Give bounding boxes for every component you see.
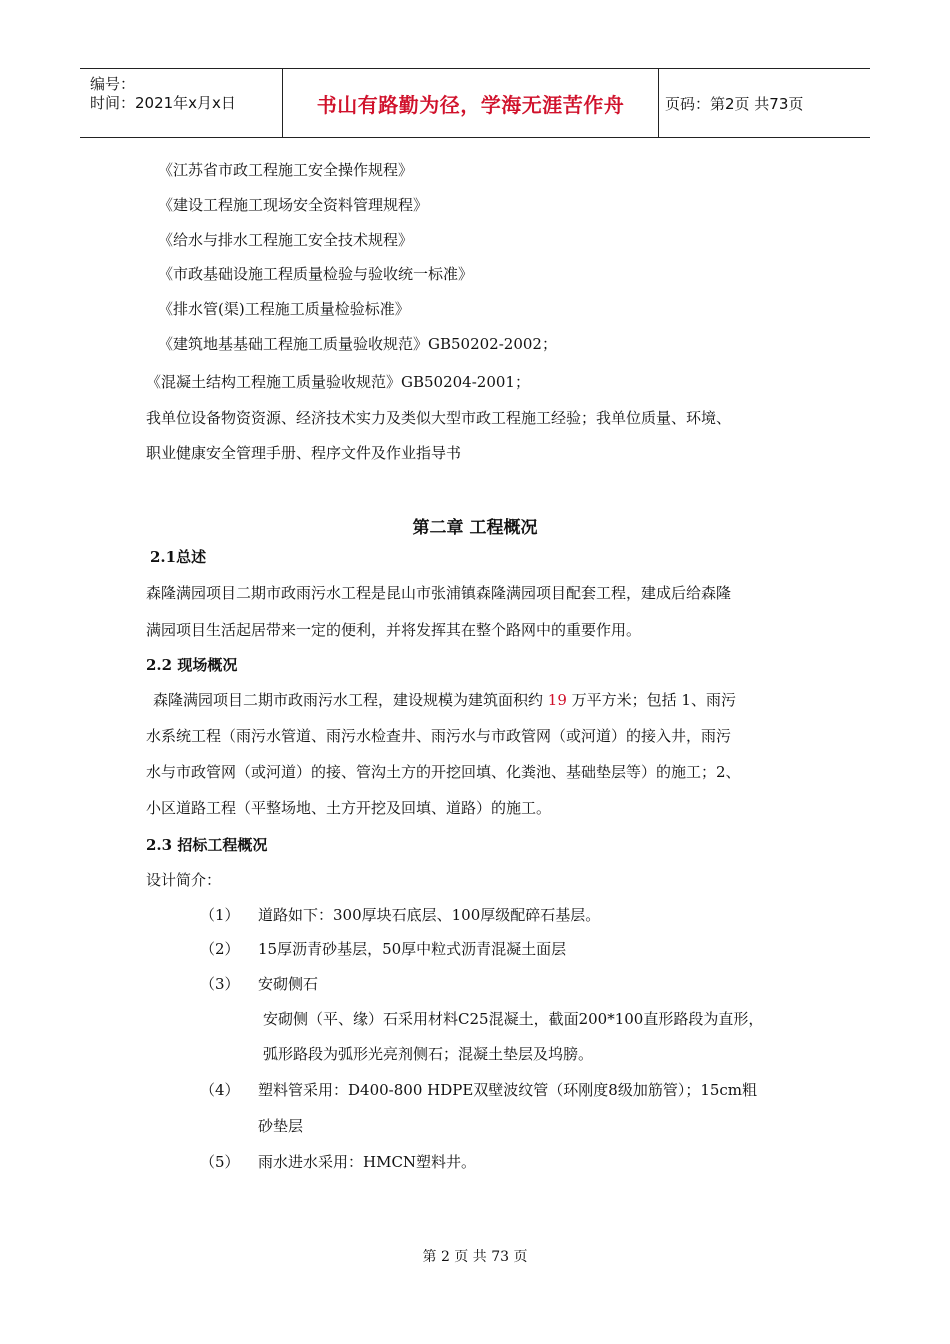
time-label: 时间：2021年x月x日	[90, 94, 236, 112]
header-meta-cell	[80, 69, 283, 137]
item-number: （2）	[200, 940, 240, 958]
text-run: 万平方米；包括 1、雨污	[566, 691, 736, 709]
motto: 书山有路勤为径，学海无涯苦作舟	[316, 92, 625, 117]
ref-item: 《江苏省市政工程施工安全操作规程》	[158, 161, 414, 179]
body-line: 职业健康安全管理手册、程序文件及作业指导书	[146, 444, 462, 462]
item-number: （4）	[200, 1081, 240, 1099]
ref-item: 《建筑地基基础工程施工质量验收规范》GB50202-2002；	[158, 335, 557, 353]
text-run: 森隆满园项目二期市政雨污水工程，建设规模为建筑面积约	[153, 691, 548, 709]
body-line: 小区道路工程（平整场地、土方开挖及回填、道路）的施工。	[146, 799, 552, 817]
body-line: 设计简介：	[146, 871, 222, 889]
chapter-title: 第二章 工程概况	[412, 518, 538, 538]
body-line: 森隆满园项目二期市政雨污水工程是昆山市张浦镇森隆满园项目配套工程，建成后给森隆	[146, 584, 732, 602]
body-line: 满园项目生活起居带来一定的便利，并将发挥其在整个路网中的重要作用。	[146, 621, 642, 639]
header-page-cell	[659, 69, 870, 137]
item-number: （5）	[200, 1153, 240, 1171]
item-subline: 弧形路段为弧形光亮剂侧石；混凝土垫层及坞膀。	[263, 1045, 594, 1063]
header-motto-cell	[283, 69, 659, 137]
item-text: 安砌侧石	[258, 975, 319, 993]
body-line: 水系统工程（雨污水管道、雨污水检查井、雨污水与市政管网（或河道）的接入井，雨污	[146, 727, 732, 745]
number-label: 编号：	[90, 75, 136, 93]
ref-item: 《市政基础设施工程质量检验与验收统一标准》	[158, 265, 474, 283]
body-line: 我单位设备物资资源、经济技术实力及类似大型市政工程施工经验；我单位质量、环境、	[146, 409, 732, 427]
section-heading: 2.1总述	[150, 548, 207, 566]
page-footer: 第 2 页 共 73 页	[422, 1249, 528, 1265]
item-number: （1）	[200, 906, 240, 924]
item-subline: 砂垫层	[258, 1117, 304, 1135]
item-subline: 安砌侧（平、缘）石采用材料C25混凝土，截面200*100直形路段为直形，	[263, 1010, 764, 1028]
item-text: 雨水进水采用：HMCN塑料井。	[258, 1153, 477, 1171]
section-heading: 2.2 现场概况	[146, 656, 238, 674]
ref-item: 《排水管(渠)工程施工质量检验标准》	[158, 300, 410, 318]
body-line: 水与市政管网（或河道）的接、管沟土方的开挖回填、化粪池、基础垫层等）的施工；2、	[146, 763, 741, 781]
section-heading: 2.3 招标工程概况	[146, 836, 268, 854]
page-info: 页码：第2页 共73页	[665, 94, 804, 113]
area-number: 19	[547, 691, 567, 709]
item-text: 道路如下：300厚块石底层、100厚级配碎石基层。	[258, 906, 601, 924]
item-number: （3）	[200, 975, 240, 993]
ref-item: 《给水与排水工程施工安全技术规程》	[158, 231, 414, 249]
ref-item: 《建设工程施工现场安全资料管理规程》	[158, 196, 429, 214]
ref-item: 《混凝土结构工程施工质量验收规范》GB50204-2001；	[146, 373, 530, 391]
item-text: 15厚沥青砂基层，50厚中粒式沥青混凝土面层	[258, 940, 567, 958]
item-text: 塑料管采用：D400-800 HDPE双壁波纹管（环刚度8级加筋管）；15cm粗	[258, 1081, 758, 1099]
page-header	[80, 68, 870, 138]
body-line	[153, 690, 736, 710]
